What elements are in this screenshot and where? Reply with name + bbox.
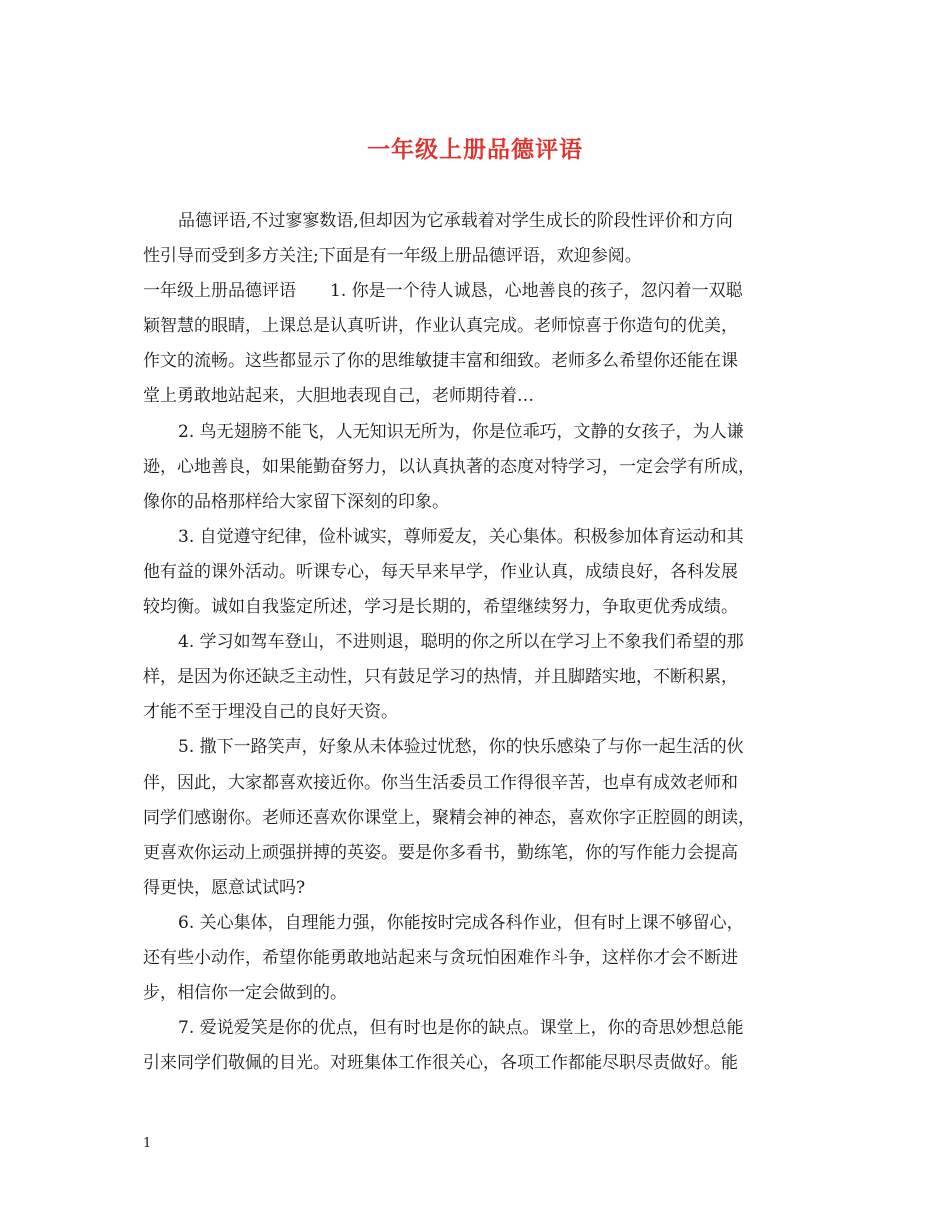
text-line: 6. 关心集体，自理能力强，你能按时完成各科作业，但有时上课不够留心， [178,912,744,933]
text-line: 他有益的课外活动。听课专心，每天早来早学，作业认真，成绩良好，各科发展 [143,561,738,582]
text-line: 品德评语,不过寥寥数语,但却因为它承载着对学生成长的阶段性评价和方向 [178,211,733,231]
document-body [143,204,815,1081]
text-line: 性引导而受到多方关注;下面是有一年级上册品德评语，欢迎参阅。 [143,246,642,267]
text-line: 2. 鸟无翅膀不能飞，人无知识无所为，你是位乖巧，文静的女孩子，为人谦 [178,421,744,442]
text-line: 更喜欢你运动上顽强拼搏的英姿。要是你多看书，勤练笔，你的写作能力会提高 [143,842,738,863]
text-line: 得更快，愿意试试吗? [143,877,306,898]
text-line: 作文的流畅。这些都显示了你的思维敏捷丰富和细致。老师多么希望你还能在课 [143,351,738,372]
text-line: 才能不至于埋没自己的良好天资。 [143,702,398,723]
text-line: 引来同学们敬佩的目光。对班集体工作很关心，各项工作都能尽职尽责做好。能 [143,1053,738,1074]
text-line: 4. 学习如驾车登山，不进则退，聪明的你之所以在学习上不象我们希望的那 [178,632,744,653]
text-line: 伴，因此，大家都喜欢接近你。你当生活委员工作得很辛苦，也卓有成效老师和 [143,772,738,793]
text-line: 逊，心地善良，如果能勤奋努力，以认真执著的态度对特学习，一定会学有所成， [143,456,755,477]
text-line: 步，相信你一定会做到的。 [143,983,347,1004]
text-line: 颖智慧的眼睛，上课总是认真听讲，作业认真完成。老师惊喜于你造句的优美， [143,316,738,337]
text-line: 像你的品格那样给大家留下深刻的印象。 [143,491,449,512]
page-number: 1 [143,1136,152,1151]
text-line: 堂上勇敢地站起来，大胆地表现自己，老师期待着… [143,386,534,407]
text-line: 同学们感谢你。老师还喜欢你课堂上，聚精会神的神态，喜欢你字正腔圆的朗读， [143,807,755,828]
text-line: 样，是因为你还缺乏主动性，只有鼓足学习的热情，并且脚踏实地，不断积累， [143,667,738,688]
text-line: 较均衡。诚如自我鉴定所述，学习是长期的，希望继续努力，争取更优秀成绩。 [143,597,738,618]
text-line: 7. 爱说爱笑是你的优点，但有时也是你的缺点。课堂上，你的奇思妙想总能 [178,1018,744,1039]
text-line: 还有些小动作，希望你能勇敢地站起来与贪玩怕困难作斗争，这样你才会不断进 [143,947,738,968]
document-title: 一年级上册品德评语 [367,136,583,163]
text-line: 一年级上册品德评语 1. 你是一个待人诚恳，心地善良的孩子，忽闪着一双聪 [143,281,743,302]
text-line: 3. 自觉遵守纪律，俭朴诚实，尊师爱友，关心集体。积极参加体育运动和其 [178,526,744,547]
text-line: 5. 撒下一路笑声，好象从未体验过忧愁，你的快乐感染了与你一起生活的伙 [178,737,744,758]
